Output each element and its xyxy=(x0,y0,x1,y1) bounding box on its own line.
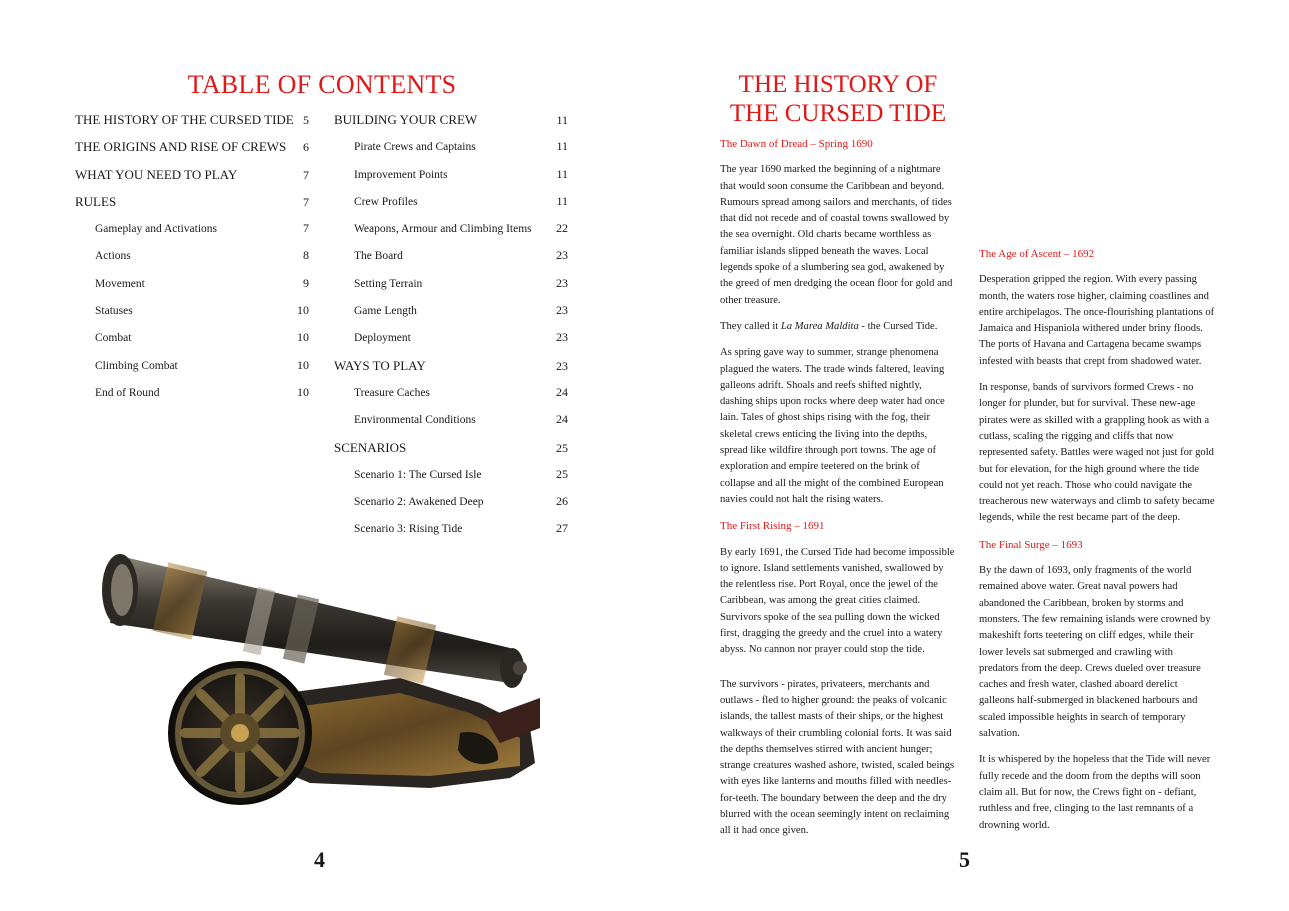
toc-entry[interactable] xyxy=(75,303,309,330)
toc-entry[interactable] xyxy=(334,494,568,521)
toc-title: TABLE OF CONTENTS xyxy=(187,70,457,99)
text-run: - the Cursed Tide. xyxy=(858,320,938,332)
toc-entry-page: 5 xyxy=(303,113,309,127)
toc-entry[interactable] xyxy=(75,139,309,166)
toc-entry[interactable] xyxy=(334,221,568,248)
toc-entry-label: BUILDING YOUR CREW xyxy=(334,112,478,127)
toc-entry-page: 11 xyxy=(556,139,568,154)
toc-entry[interactable] xyxy=(75,248,309,275)
text-run: They called it xyxy=(720,320,781,332)
toc-entry[interactable] xyxy=(75,276,309,303)
text-column-right xyxy=(979,70,1215,844)
toc-entry-label: Setting Terrain xyxy=(354,277,423,290)
toc-entry[interactable] xyxy=(75,330,309,357)
toc-entry-label: Gameplay and Activations xyxy=(95,223,217,236)
toc-entry-page: 10 xyxy=(297,303,309,318)
toc-entry[interactable] xyxy=(334,440,568,467)
left-page xyxy=(0,0,644,911)
toc-entry[interactable] xyxy=(334,248,568,275)
paragraph: In response, bands of survivors formed Crews - no longer for plunder, but for survival. These new-age pirates were as skilled with a grappling hook as with a cutlass, scaling the rigging and cliffs that now represented safety. Battles were waged not just for gold but for elevation, for the high ground where the tide could not yet reach. Those who could navigate the treacherous new waterways and climb to safety became legends, while the rest became part of the deep. xyxy=(979,382,1215,524)
toc-entry-page: 23 xyxy=(556,248,568,263)
toc-entry[interactable] xyxy=(334,112,568,139)
toc-entry-page: 23 xyxy=(556,275,568,290)
toc-entry-page: 7 xyxy=(303,221,309,236)
toc-entry-label: WHAT YOU NEED TO PLAY xyxy=(75,166,238,182)
paragraph: By the dawn of 1693, only fragments of the world remained above water. Great naval powers had abandoned the Caribbean, broken by storms and monsters. The few remaining islands were crowned by makeshift forts teetering on cliff edges, while their lower levels sat submerged and crawling with predators from the deep. Crews dueled over treasure caches and fresh water, clashed aboard derelict galleons half-submerged in blackened harbours and scaled impossible heights in search of temporary salvation. xyxy=(979,565,1211,740)
cannon-illustration xyxy=(100,528,540,818)
toc-entry-page: 9 xyxy=(303,275,309,290)
toc-entry-label: Improvement Points xyxy=(354,168,448,181)
toc-entry-page: 22 xyxy=(556,221,568,236)
section-heading: The Age of Ascent – 1692 xyxy=(979,248,1095,260)
toc-entry-label: Game Length xyxy=(354,305,417,318)
toc-entry[interactable] xyxy=(334,276,568,303)
toc-entry-page: 10 xyxy=(297,357,309,372)
emphasis-text: La Marea Maldita xyxy=(780,320,859,332)
toc-entry-page: 27 xyxy=(556,521,568,536)
toc-entry-label: THE ORIGINS AND RISE OF CREWS xyxy=(75,139,287,155)
paragraph: Desperation gripped the region. With every passing month, the waters rose higher, claiming coastlines and entire archipelagos. The once-flourishing plantations of Jamaica and Hispaniola withered under briny floods. The ports of Havana and Cartagena became swamps infested with beasts that crept from shadowed water. xyxy=(979,274,1215,367)
toc-entry-label: RULES xyxy=(75,193,117,209)
toc-entry[interactable] xyxy=(334,467,568,494)
toc-entry[interactable] xyxy=(334,358,568,385)
toc-entry-label: The Board xyxy=(354,250,403,263)
toc-entry-label: Scenario 2: Awakened Deep xyxy=(354,496,484,509)
toc-entry[interactable] xyxy=(334,330,568,357)
paragraph: The year 1690 marked the beginning of a nightmare that would soon consume the Caribbean and beyond. Rumours spread among sailors and merchants, of tides that did not recede and of coastal towns swallowed by the sea overnight. Old charts became worthless as familiar islands slipped beneath the waves. Local legends spoke of a slumbering sea god, awakened by the greed of men dredging the ocean floor for gold and other treasure. xyxy=(720,164,953,306)
toc-entry-label: Climbing Combat xyxy=(95,359,178,372)
toc-entry-page: 25 xyxy=(556,466,568,481)
toc-entry-page: 7 xyxy=(303,194,309,209)
toc-entry-page: 24 xyxy=(556,384,568,399)
toc-entry-page: 23 xyxy=(556,330,568,345)
history-title-line-1: THE HISTORY OF xyxy=(738,71,938,98)
toc-entry-page: 7 xyxy=(303,167,309,182)
toc-entry-label: Scenario 3: Rising Tide xyxy=(354,523,463,536)
toc-column-1 xyxy=(75,112,309,412)
history-title xyxy=(720,70,956,128)
toc-entry[interactable] xyxy=(75,112,309,139)
toc-entry-page: 23 xyxy=(556,303,568,318)
toc-entry-label: Weapons, Armour and Climbing Items xyxy=(354,223,532,236)
toc-entry-label: Treasure Caches xyxy=(354,386,430,399)
toc-entry-page: 8 xyxy=(303,248,309,263)
history-title-line-2: THE CURSED TIDE xyxy=(729,100,947,127)
toc-entry-label: Environmental Conditions xyxy=(354,414,476,427)
right-page xyxy=(645,0,1289,911)
toc-entry-page: 11 xyxy=(556,113,568,127)
toc-entry[interactable] xyxy=(334,412,568,439)
toc-entry-label: THE HISTORY OF THE CURSED TIDE xyxy=(75,112,294,127)
toc-entry[interactable] xyxy=(75,221,309,248)
page-number: 5 xyxy=(959,847,970,872)
section-heading: The Dawn of Dread – Spring 1690 xyxy=(720,138,873,150)
paragraph: As spring gave way to summer, strange phenomena plagued the waters. The trade winds faltered, leaving galleons adrift. Shoals and reefs shifted nightly, dashing ships upon rocks where deep water had once lain. Tales of ghost ships rising with the fog, their skeletal crews enticing the living into the depths, spread like wildfire through port towns. The age of exploration and empire teetered on the brink of collapse and all the might of the combined European navies could not halt the rising waters. xyxy=(720,347,945,505)
toc-entry[interactable] xyxy=(334,385,568,412)
toc-entry-label: WAYS TO PLAY xyxy=(334,357,426,373)
toc-entry-label: Statuses xyxy=(95,305,133,318)
toc-entry-label: Combat xyxy=(95,332,132,345)
toc-entry[interactable] xyxy=(334,303,568,330)
page-number: 4 xyxy=(314,847,325,872)
toc-entry-page: 11 xyxy=(556,193,568,208)
toc-entry-label: Crew Profiles xyxy=(354,195,418,208)
toc-entry-page: 24 xyxy=(556,412,568,427)
toc-entry-page: 10 xyxy=(297,384,309,399)
toc-entry-label: SCENARIOS xyxy=(334,439,407,455)
toc-entry-label: Scenario 1: The Cursed Isle xyxy=(354,468,482,481)
toc-entry[interactable] xyxy=(75,167,309,194)
toc-entry-label: Deployment xyxy=(354,332,411,345)
toc-entry-page: 11 xyxy=(556,166,568,181)
toc-entry-page: 23 xyxy=(556,358,568,373)
toc-entry[interactable] xyxy=(75,385,309,412)
section-heading: The Final Surge – 1693 xyxy=(979,538,1083,551)
toc-entry-label: End of Round xyxy=(95,386,160,399)
toc-entry-label: Actions xyxy=(95,250,131,263)
toc-entry[interactable] xyxy=(334,194,568,221)
toc-entry-label: Pirate Crews and Captains xyxy=(354,141,476,154)
paragraph: It is whispered by the hopeless that the Tide will never fully recede and the doom from the depths will soon claim all. But for now, the Crews fight on - defiant, ruthless and free, clinging to the last remnants of a drowning world. xyxy=(979,754,1211,831)
section-heading: The First Rising – 1691 xyxy=(720,520,825,533)
toc-entry[interactable] xyxy=(334,139,568,166)
toc-entry[interactable] xyxy=(334,167,568,194)
toc-entry[interactable] xyxy=(75,194,309,221)
toc-entry-page: 26 xyxy=(556,494,568,509)
toc-column-2 xyxy=(334,112,568,549)
toc-entry-page: 10 xyxy=(297,330,309,345)
toc-entry-page: 6 xyxy=(303,140,309,155)
paragraph xyxy=(720,319,956,335)
text-column-left xyxy=(720,70,956,850)
toc-entry-label: Movement xyxy=(95,277,145,290)
toc-entry[interactable] xyxy=(75,358,309,385)
toc-entry-page: 25 xyxy=(556,440,568,455)
paragraph: By early 1691, the Cursed Tide had become impossible to ignore. Island settlements vanished, swallowed by the relentless rise. Port Royal, once the jewel of the Caribbean, was among the great cities claimed. Survivors spoke of the sea pulling down the wicked first, dragging the greedy and the cruel into a watery abyss. No cannon nor prayer could stop the tide. xyxy=(720,546,955,656)
paragraph: The survivors - pirates, privateers, merchants and outlaws - fled to higher ground: the peaks of volcanic islands, the tallest masts of their ships, or the highest walkways of their crumbling colonial forts. It was said the depths themselves stirred with ancient hunger; strange creatures washed ashore, twisted, scaled beings with eyes like lanterns and mouths filled with needles-for-teeth. The boundary between the deep and the dry blurred with the ocean seemingly intent on reclaiming all it had once given. xyxy=(720,678,955,837)
